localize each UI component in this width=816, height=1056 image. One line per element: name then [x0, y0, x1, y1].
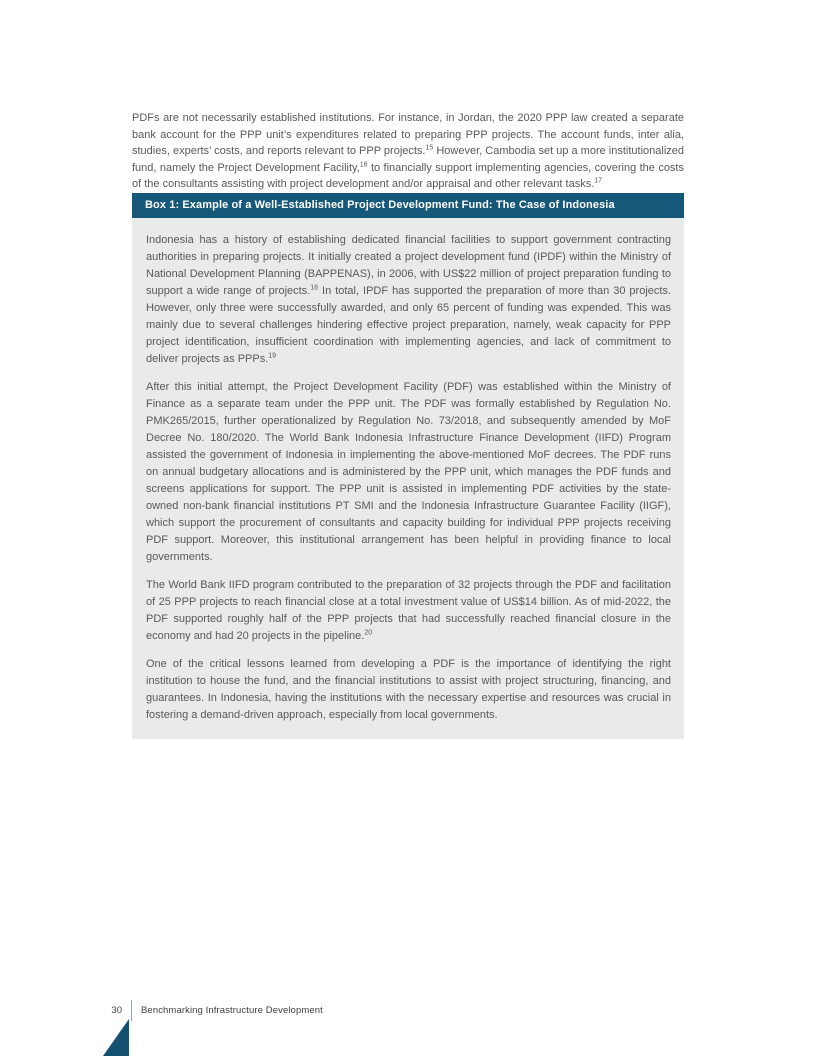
- footnote-ref: 18: [310, 283, 319, 291]
- box-1: [132, 193, 684, 739]
- footnote-ref: 17: [594, 177, 603, 185]
- box-1-header: [132, 193, 684, 218]
- box-1-title: Box 1: Example of a Well-Established Project Development Fund: The Case of Indonesia: [145, 199, 615, 211]
- intro-paragraph: PDFs are not necessarily established institutions. For instance, in Jordan, the 2020 PPP law created a separate bank account for the PPP unit’s expenditures related to preparing PPP projects. The account funds, inter alia, studies, experts’ costs, and reports relevant to PPP projects.$^{15}$ However, Cambodia set up a more institutionalized fund, namely the Project Development Facility,$^{16}$ to financially support implementing agencies, covering the costs of the consultants assisting with project development and/or appraisal and other relevant tasks.$^{17}$: [132, 112, 684, 190]
- box-paragraph-3: The World Bank IIFD program contributed to the preparation of 32 projects through the PDF and facilitation of 25 PPP projects to reach financial close at a total investment value of US$14 billion. As of mid-2022, the PDF supported roughly half of the PPP projects that had successfully reached financial closure in the economy and had 20 projects in the pipeline.$^{20}$: [146, 578, 671, 642]
- corner-wedge-decoration: [103, 1019, 129, 1056]
- box-1-body: [132, 218, 684, 739]
- page-number: 30: [111, 1005, 122, 1016]
- footnote-ref: 19: [268, 351, 277, 359]
- footnote-ref: 15: [425, 144, 434, 152]
- footnote-ref: 16: [359, 160, 368, 168]
- box-paragraph-1: Indonesia has a history of establishing dedicated financial facilities to support government contracting authorities in preparing projects. It initially created a project development fund (IPDF) within the Ministry of National Development Planning (BAPPENAS), in 2006, with US$22 million of project preparation funding to support a wide range of projects.$^{18}$ In total, IPDF has supported the preparation of more than 30 projects. However, only three were successfully awarded, and only 65 percent of funding was expended. This was mainly due to several challenges hindering effective project preparation, namely, weak capacity for PPP project identification, insufficient coordination with implementing agencies, and lack of commitment to deliver projects as PPPs.$^{19}$: [146, 233, 672, 365]
- running-footer-title: Benchmarking Infrastructure Development: [141, 1005, 323, 1016]
- page-content: [132, 110, 684, 739]
- footnote-ref: 20: [364, 628, 373, 636]
- box-paragraph-4: One of the critical lessons learned from developing a PDF is the importance of identifying the right institution to house the fund, and the financial institutions to assist with project structuring, financing, and guarantees. In Indonesia, having the institutions with the necessary expertise and resources was crucial in fostering a demand-driven approach, especially from local governments.: [146, 657, 671, 721]
- footer-divider: [131, 1000, 132, 1021]
- box-paragraph-2: After this initial attempt, the Project Development Facility (PDF) was established within the Ministry of Finance as a separate team under the PPP unit. The PDF was formally established by Regulation No. PMK265/2015, further operationalized by Regulation No. 73/2018, and subsequently amended by MoF Decree No. 180/2020. The World Bank Indonesia Infrastructure Finance Development (IIFD) Program assisted the government of Indonesia in implementing the above-mentioned MoF decrees. The PDF runs on annual budgetary allocations and is administered by the PPP unit, which manages the PDF funds and screens applications for support. The PPP unit is assisted in implementing PDF activities by the state-owned non-bank financial institutions PT SMI and the Indonesia Infrastructure Guarantee Facility (IIGF), which support the procurement of consultants and capacity building for individual PPP projects receiving PDF support. Moreover, this institutional arrangement has been helpful in providing finance to local governments.: [146, 380, 671, 563]
